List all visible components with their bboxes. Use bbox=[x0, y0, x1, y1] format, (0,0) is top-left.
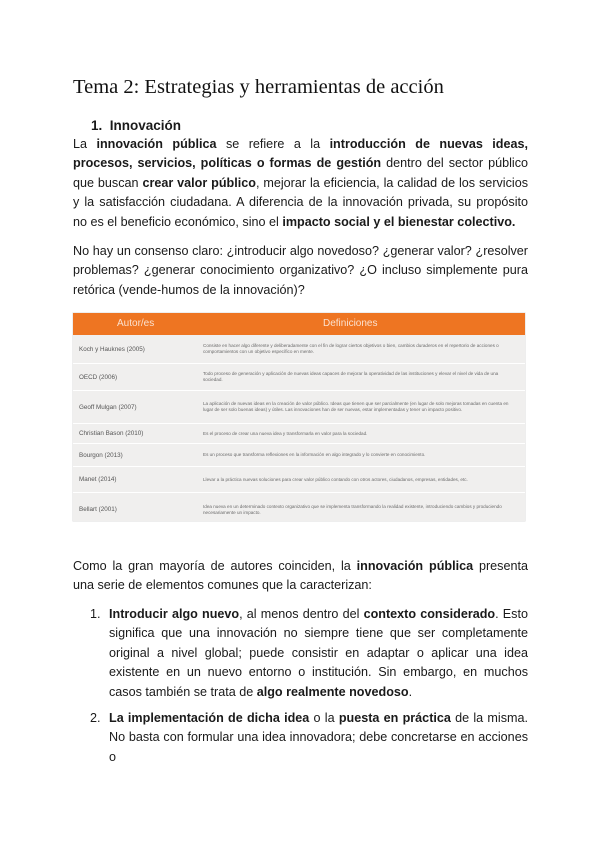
text-run: La bbox=[73, 137, 97, 151]
text-run: Como la gran mayoría de autores coinciden, la bbox=[73, 559, 357, 573]
table-cell-definition: Es un proceso que transforma reflexiones en la información en algo integrado y lo convierte en conocimiento. bbox=[203, 452, 426, 457]
table-body bbox=[73, 335, 525, 521]
table-cell-definition: Llevar a la práctica nuevas soluciones para crear valor público contando con otros actores, ciudadanos, empresas, entidades, etc. bbox=[203, 476, 468, 482]
section-number: 1. bbox=[91, 118, 103, 133]
consensus-paragraph: No hay un consenso claro: ¿introducir algo novedoso? ¿generar valor? ¿resolver problemas? ¿generar conocimiento organizativo? ¿O incluso simplemente pura retórica (vende-humos de la innovación)? bbox=[73, 244, 528, 297]
text-run: , mejorar la eficiencia, la calidad de los servicios y la satisfacción ciudadana. A diferencia de la innovación privada, su propósito no es el beneficio económico, sino el bbox=[73, 175, 528, 229]
table-cell-author: Christian Bason (2010) bbox=[79, 430, 144, 437]
text-run: dentro del sector público que buscan bbox=[73, 156, 528, 190]
list-item-text bbox=[109, 709, 528, 767]
bold-run: innovación pública bbox=[356, 559, 474, 573]
table-cell-author: OECD (2006) bbox=[79, 373, 118, 381]
text-run: se refiere a la bbox=[216, 137, 330, 151]
bold-run: La implementación de dicha idea bbox=[109, 711, 310, 725]
bold-run: impacto social y el bienestar colectivo. bbox=[282, 214, 516, 229]
table-cell-author: Geoff Mulgan (2007) bbox=[79, 403, 137, 411]
header-authors: Autor/es bbox=[117, 318, 155, 329]
bold-run: crear valor público bbox=[142, 175, 256, 190]
section-heading bbox=[91, 117, 181, 135]
text-run: , al menos dentro del bbox=[239, 607, 364, 621]
table-cell-definition: Es el proceso de crear una nueva idea y transformarla en valor para la sociedad. bbox=[203, 430, 368, 436]
table-cell-definition: Consiste en hacer algo diferente y deliberadamente con el fin de lograr ciertos objetivos o bien, cambios duraderos en el repertorio de acciones o comportamientos con un objetivo específico en mente. bbox=[203, 343, 499, 354]
table-cell-definition: Todo proceso de generación y aplicación de nuevas ideas capaces de mejorar la operatividad de las instituciones y elevar el nivel de vida de una sociedad. bbox=[203, 371, 499, 382]
table-cell-author: Bellart (2001) bbox=[79, 506, 117, 513]
definitions-table-figure bbox=[73, 313, 525, 521]
table-cell-definition: Idea nueva en un determinado contexto organizativo que se implementa transformando la realidad existente, introduciendo cambios y produciendo necesariamente un impacto. bbox=[203, 503, 502, 515]
intro-paragraph bbox=[73, 135, 528, 232]
text-run: o la bbox=[309, 711, 339, 725]
table-cell-author: Manet (2014) bbox=[79, 476, 117, 483]
table-cell-definition: La aplicación de nuevas ideas en la creación de valor público. Ideas que tienen que ser parcialmente (en lugar de solo mejoras tomadas en cuenta en lugar de ser solo buenas ideas) y útiles. Las innovaciones han de ser nuevas, estar implementadas y tener un impacto positivo. bbox=[203, 401, 509, 412]
bold-run: contexto considerado bbox=[363, 607, 496, 621]
list-number: 2. bbox=[90, 711, 101, 725]
list-item-text bbox=[109, 605, 528, 702]
table-header bbox=[73, 313, 525, 335]
text-run: . Esto significa que una innovación no siempre tiene que ser completamente original a nivel global; puede consistir en adaptar o aplicar una idea existente en un nuevo entorno o institución. Sin embargo, en muchos casos también se trata de bbox=[109, 607, 528, 699]
bold-run: innovación pública bbox=[96, 137, 217, 151]
bold-run: algo realmente novedoso bbox=[256, 684, 409, 699]
list-number: 1. bbox=[90, 607, 101, 621]
characteristics-intro-paragraph bbox=[73, 557, 528, 596]
table-row bbox=[73, 493, 525, 521]
bold-run: Introducir algo nuevo bbox=[109, 607, 240, 621]
text-run: de la misma. No basta con formular una idea innovadora; debe concretarse en acciones o bbox=[109, 711, 529, 764]
bold-run: puesta en práctica bbox=[338, 711, 451, 725]
table-cell-author: Koch y Hauknes (2005) bbox=[79, 345, 145, 353]
table-cell-author: Bourgon (2013) bbox=[79, 451, 123, 459]
bold-run: introducción de nuevas ideas, procesos, servicios, políticas o formas de gestión bbox=[73, 137, 528, 171]
table-row bbox=[73, 424, 525, 444]
text-run: . bbox=[408, 684, 413, 699]
page-title: Tema 2: Estrategias y herramientas de acción bbox=[73, 76, 444, 98]
table-row bbox=[73, 467, 525, 493]
header-definitions: Definiciones bbox=[323, 318, 378, 329]
table-row bbox=[73, 391, 525, 424]
table-row bbox=[73, 444, 525, 467]
section-title: Innovación bbox=[109, 118, 182, 133]
text-run: presenta una serie de elementos comunes que la caracterizan: bbox=[73, 559, 528, 593]
table-row bbox=[73, 335, 525, 364]
table-row bbox=[73, 364, 525, 391]
